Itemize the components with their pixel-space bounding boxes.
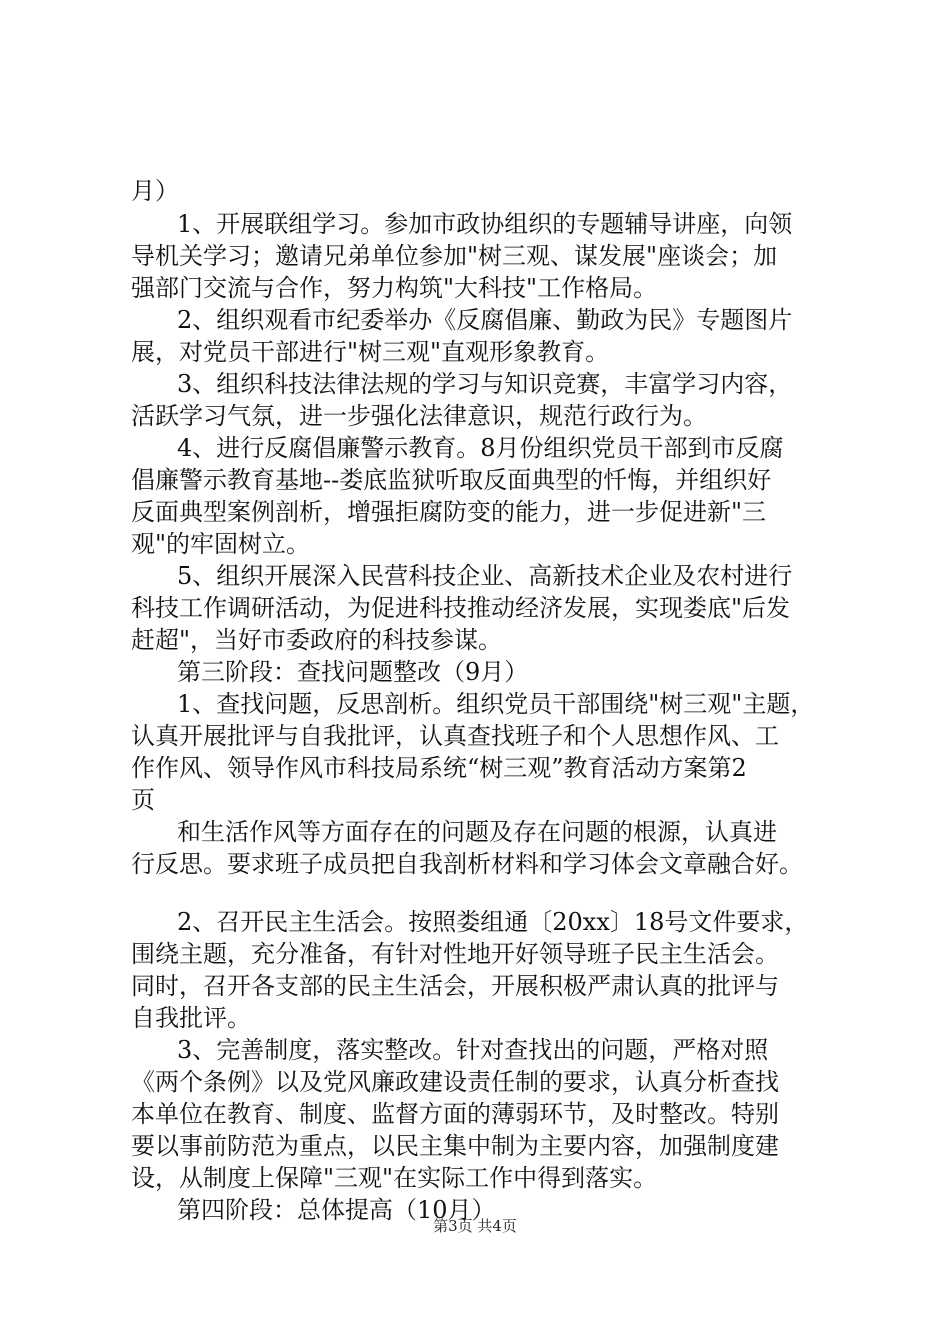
text-line: 倡廉警示教育基地--娄底监狱听取反面典型的忏悔，并组织好	[131, 466, 772, 494]
text-line: 反面典型案例剖析，增强拒腐防变的能力，进一步促进新"三	[131, 498, 767, 526]
page-footer: 第3页 共4页	[433, 1217, 517, 1235]
text-line: 3、完善制度，落实整改。针对查找出的问题，严格对照	[177, 1036, 769, 1064]
text-line: 展，对党员干部进行"树三观"直观形象教育。	[131, 338, 610, 366]
text-line: 《两个条例》以及党风廉政建设责任制的要求，认真分析查找	[131, 1068, 779, 1096]
text-line: 5、组织开展深入民营科技企业、高新技术企业及农村进行	[177, 562, 793, 590]
text-line: 强部门交流与合作，努力构筑"大科技"工作格局。	[131, 274, 658, 302]
text-line: 2、召开民主生活会。按照娄组通〔20xx〕18号文件要求，	[177, 908, 809, 936]
text-line: 导机关学习；邀请兄弟单位参加"树三观、谋发展"座谈会；加	[131, 242, 778, 270]
section-heading: 第三阶段：查找问题整改（9月）	[177, 658, 529, 686]
text-line: 活跃学习气氛，进一步强化法律意识，规范行政行为。	[131, 402, 707, 430]
text-line: 要以事前防范为重点，以民主集中制为主要内容，加强制度建	[131, 1132, 779, 1160]
text-line: 2、组织观看市纪委举办《反腐倡廉、勤政为民》专题图片	[177, 306, 793, 334]
text-line: 认真开展批评与自我批评，认真查找班子和个人思想作风、工	[131, 722, 779, 750]
text-line: 自我批评。	[131, 1004, 251, 1032]
section-heading: 第四阶段：总体提高（10月）	[177, 1196, 496, 1224]
text-line: 1、开展联组学习。参加市政协组织的专题辅导讲座，向领	[177, 210, 793, 238]
text-line: 设，从制度上保障"三观"在实际工作中得到落实。	[131, 1164, 658, 1192]
text-line: 行反思。要求班子成员把自我剖析材料和学习体会文章融合好。	[131, 850, 803, 878]
text-line: 月）	[131, 177, 179, 205]
text-line: 1、查找问题，反思剖析。组织党员干部围绕"树三观"主题，	[177, 690, 815, 718]
text-line: 围绕主题，充分准备，有针对性地开好领导班子民主生活会。	[131, 940, 779, 968]
text-line: 本单位在教育、制度、监督方面的薄弱环节，及时整改。特别	[131, 1100, 779, 1128]
text-line: 页	[131, 786, 155, 814]
text-line: 科技工作调研活动，为促进科技推动经济发展，实现娄底"后发	[131, 594, 791, 622]
text-line: 和生活作风等方面存在的问题及存在问题的根源，认真进	[177, 818, 777, 846]
text-line: 同时，召开各支部的民主生活会，开展积极严肃认真的批评与	[131, 972, 779, 1000]
text-line: 3、组织科技法律法规的学习与知识竞赛，丰富学习内容，	[177, 370, 793, 398]
text-line: 赶超"，当好市委政府的科技参谋。	[131, 626, 503, 654]
text-line: 4、进行反腐倡廉警示教育。8月份组织党员干部到市反腐	[177, 434, 784, 462]
text-line: 观"的牢固树立。	[131, 530, 311, 558]
text-line: 作作风、领导作风市科技局系统“树三观”教育活动方案第2	[131, 754, 747, 782]
